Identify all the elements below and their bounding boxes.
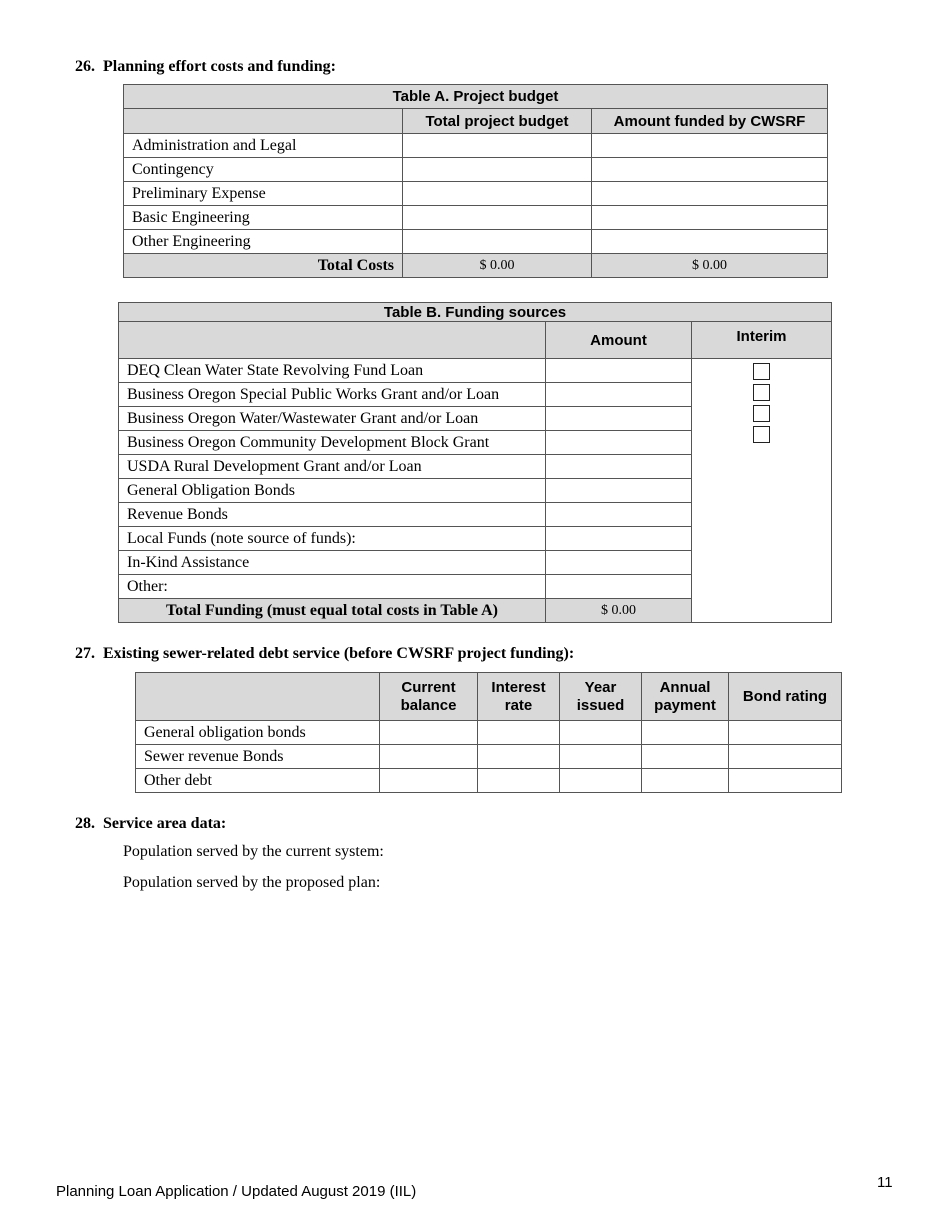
row-label: Other:	[119, 575, 546, 599]
total-costs-label: Total Costs	[124, 254, 403, 278]
row-label: Contingency	[124, 158, 403, 182]
amount-input[interactable]	[546, 431, 692, 455]
debt-empty-header	[136, 673, 380, 721]
total-funding-label: Total Funding (must equal total costs in Table A)	[119, 599, 546, 623]
annual-payment-input[interactable]	[642, 769, 729, 793]
bond-rating-input[interactable]	[729, 721, 842, 745]
page-number: 11	[877, 1174, 893, 1191]
q28-number: 28.	[75, 815, 95, 832]
interim-cell	[692, 359, 832, 623]
table-a-title: Table A. Project budget	[124, 85, 828, 109]
table-row	[124, 230, 828, 254]
header-line: balance	[400, 696, 457, 714]
cwsrf-input[interactable]	[592, 134, 828, 158]
col-current-balance	[380, 673, 478, 721]
row-label: Basic Engineering	[124, 206, 403, 230]
current-balance-input[interactable]	[380, 721, 478, 745]
budget-input[interactable]	[403, 206, 592, 230]
row-label: Other debt	[136, 769, 380, 793]
current-balance-input[interactable]	[380, 745, 478, 769]
annual-payment-input[interactable]	[642, 745, 729, 769]
amount-input[interactable]	[546, 479, 692, 503]
year-issued-input[interactable]	[560, 769, 642, 793]
col-bond-rating: Bond rating	[729, 673, 842, 721]
q27-title: Existing sewer-related debt service (before CWSRF project funding):	[103, 645, 575, 662]
table-row	[136, 721, 842, 745]
year-issued-input[interactable]	[560, 721, 642, 745]
amount-input[interactable]	[546, 575, 692, 599]
row-label: General Obligation Bonds	[119, 479, 546, 503]
row-label: General obligation bonds	[136, 721, 380, 745]
footer-text: Planning Loan Application / Updated August 2019 (IIL)	[56, 1183, 417, 1200]
header-line: Current	[401, 678, 456, 696]
cwsrf-input[interactable]	[592, 158, 828, 182]
table-a-col-cwsrf: Amount funded by CWSRF	[592, 109, 828, 134]
amount-input[interactable]	[546, 551, 692, 575]
table-a-col-total-budget: Total project budget	[403, 109, 592, 134]
table-b-col-interim: Interim	[692, 322, 832, 359]
col-year-issued	[560, 673, 642, 721]
table-a-empty-header	[124, 109, 403, 134]
interim-checkbox[interactable]	[753, 363, 770, 380]
q27-heading	[75, 645, 574, 663]
table-a-total-row	[124, 254, 828, 278]
header-line: Year	[584, 678, 617, 696]
table-b-empty-header	[119, 322, 546, 359]
population-proposed-label: Population served by the proposed plan:	[123, 874, 381, 891]
interim-checkbox[interactable]	[753, 405, 770, 422]
row-label: USDA Rural Development Grant and/or Loan	[119, 455, 546, 479]
table-row	[124, 158, 828, 182]
population-current-label: Population served by the current system:	[123, 843, 384, 860]
budget-input[interactable]	[403, 230, 592, 254]
year-issued-input[interactable]	[560, 745, 642, 769]
bond-rating-input[interactable]	[729, 745, 842, 769]
table-a-project-budget	[123, 84, 828, 278]
total-budget-value: $ 0.00	[403, 254, 592, 278]
col-interest-rate	[478, 673, 560, 721]
table-b-title: Table B. Funding sources	[119, 303, 832, 322]
cwsrf-input[interactable]	[592, 182, 828, 206]
q27-number: 27.	[75, 645, 95, 662]
total-cwsrf-value: $ 0.00	[592, 254, 828, 278]
interest-rate-input[interactable]	[478, 745, 560, 769]
bond-rating-input[interactable]	[729, 769, 842, 793]
amount-input[interactable]	[546, 407, 692, 431]
col-annual-payment	[642, 673, 729, 721]
q26-number: 26.	[75, 58, 95, 75]
q28-heading	[75, 815, 226, 833]
table-b-col-amount: Amount	[546, 322, 692, 359]
cwsrf-input[interactable]	[592, 230, 828, 254]
table-row	[136, 769, 842, 793]
amount-input[interactable]	[546, 359, 692, 383]
header-line: issued	[576, 696, 625, 714]
annual-payment-input[interactable]	[642, 721, 729, 745]
table-row	[124, 182, 828, 206]
interest-rate-input[interactable]	[478, 769, 560, 793]
row-label: Sewer revenue Bonds	[136, 745, 380, 769]
row-label: Local Funds (note source of funds):	[119, 527, 546, 551]
table-row	[136, 745, 842, 769]
q28-title: Service area data:	[103, 815, 227, 832]
row-label: DEQ Clean Water State Revolving Fund Loan	[119, 359, 546, 383]
row-label: Business Oregon Water/Wastewater Grant and/or Loan	[119, 407, 546, 431]
row-label: Business Oregon Special Public Works Grant and/or Loan	[119, 383, 546, 407]
q26-title: Planning effort costs and funding:	[103, 58, 336, 75]
amount-input[interactable]	[546, 455, 692, 479]
table-row	[119, 359, 832, 383]
interim-checkbox[interactable]	[753, 426, 770, 443]
amount-input[interactable]	[546, 383, 692, 407]
table-row	[124, 206, 828, 230]
budget-input[interactable]	[403, 158, 592, 182]
header-line: Annual	[659, 678, 711, 696]
interest-rate-input[interactable]	[478, 721, 560, 745]
interim-checkbox[interactable]	[753, 384, 770, 401]
q26-heading	[75, 58, 336, 76]
row-label: In-Kind Assistance	[119, 551, 546, 575]
table-b-funding-sources	[118, 302, 832, 623]
row-label: Revenue Bonds	[119, 503, 546, 527]
header-line: payment	[654, 696, 716, 714]
table-row	[124, 134, 828, 158]
total-funding-value: $ 0.00	[546, 599, 692, 623]
header-line: rate	[504, 696, 533, 714]
row-label: Other Engineering	[124, 230, 403, 254]
amount-input[interactable]	[546, 527, 692, 551]
row-label: Business Oregon Community Development Block Grant	[119, 431, 546, 455]
row-label: Preliminary Expense	[124, 182, 403, 206]
cwsrf-input[interactable]	[592, 206, 828, 230]
amount-input[interactable]	[546, 503, 692, 527]
row-label: Administration and Legal	[124, 134, 403, 158]
budget-input[interactable]	[403, 182, 592, 206]
current-balance-input[interactable]	[380, 769, 478, 793]
debt-service-table	[135, 672, 842, 793]
budget-input[interactable]	[403, 134, 592, 158]
header-line: Interest	[491, 678, 546, 696]
